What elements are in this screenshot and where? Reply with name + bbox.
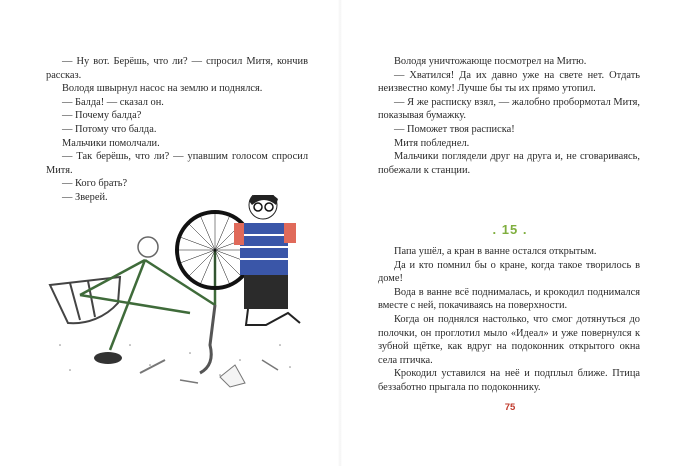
paragraph: Когда он поднялся настолько, что смог дотянуться до полочки, он проглотил мыло «Идеал» и уже повернулся к зубной щётке, как вдруг на подоконник открытого окна села птичка.	[378, 313, 640, 366]
saddle	[94, 352, 122, 364]
paragraph: Мальчики поглядели друг на друга и, не сговариваясь, побежали к станции.	[378, 151, 640, 176]
bicycle-frame	[80, 250, 215, 350]
right-page-text-bottom	[378, 245, 640, 395]
pliers	[262, 360, 278, 370]
paragraph: — Почему балда?	[62, 110, 142, 122]
chainring	[138, 237, 158, 257]
left-page-text	[46, 55, 308, 205]
paragraph: Крокодил уставился на неё и подплыл ближе. Птица беззаботно прыгала по подоконнику.	[378, 368, 640, 393]
ground-specks	[59, 344, 291, 376]
paragraph: Митя побледнел.	[394, 137, 470, 149]
paragraph: — Потому что балда.	[62, 123, 157, 135]
paragraph: — Поможет твоя расписка!	[394, 123, 515, 135]
paragraph: Володя уничтожающе посмотрел на Митю.	[394, 56, 587, 67]
right-page	[340, 0, 680, 466]
page-number: 75	[504, 402, 516, 413]
bicycle-illustration	[40, 195, 310, 395]
right-page-text-top	[378, 55, 640, 177]
hammer	[140, 360, 165, 373]
chapter-heading: . 15 .	[492, 222, 528, 237]
boy-figure	[234, 195, 300, 325]
paragraph: — Я же расписку взял, — жалобно пробормотал Митя, показывая бумажку.	[378, 96, 640, 122]
paragraph: — Ну вот. Берёшь, что ли? — спросил Митя, кончив рассказ.	[46, 56, 308, 81]
paragraph: Да и кто помнил бы о кране, когда такое творилось в доме!	[378, 259, 640, 285]
paragraph: Мальчики помолчали.	[62, 137, 160, 149]
paragraph: — Балда! — сказал он.	[62, 96, 164, 108]
wrench	[180, 380, 198, 383]
paragraph: — Кого брать?	[62, 178, 128, 190]
paragraph: — Так берёшь, что ли? — упавшим голосом спросил Митя.	[46, 151, 308, 176]
paragraph: — Зверей.	[62, 191, 108, 203]
paragraph: Володя швырнул насос на землю и поднялся.	[62, 83, 263, 95]
paragraph: — Хватился! Да их давно уже на свете нет. Отдать неизвестно кому! Лучше бы ты их прямо утопил.	[378, 69, 640, 95]
paragraph: Вода в ванне всё поднималась, и крокодил поднимался вместе с ней, покачиваясь на поверхности.	[378, 286, 640, 312]
rag	[220, 365, 245, 387]
handlebar	[200, 305, 215, 373]
paragraph: Папа ушёл, а кран в ванне остался открытым.	[394, 246, 597, 257]
